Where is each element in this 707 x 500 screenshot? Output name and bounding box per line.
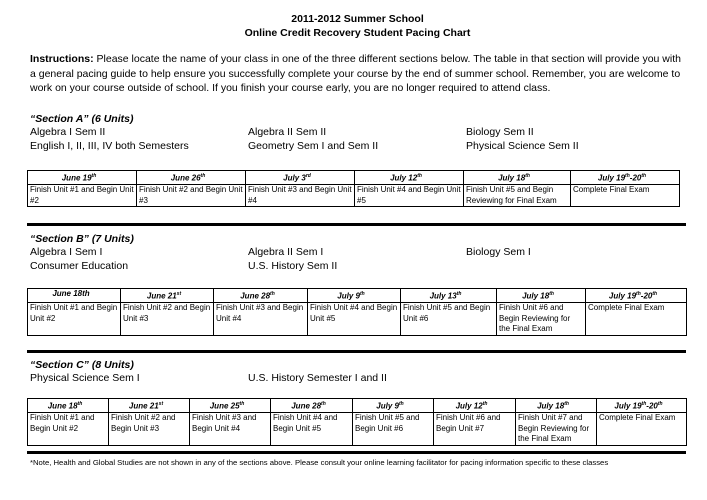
instructions-label: Instructions: (30, 53, 94, 65)
section-b (30, 233, 685, 273)
task-cell: Finish Unit #3 and Begin Unit #4 (190, 413, 271, 446)
section-divider (27, 350, 686, 353)
task-cell: Finish Unit #3 and Begin Unit #4 (246, 185, 355, 207)
section-heading: “Section B” (7 Units) (30, 233, 134, 245)
document-page (30, 12, 685, 96)
section-c (30, 359, 685, 386)
section-divider (27, 451, 686, 454)
task-cell: Finish Unit #5 and Begin Reviewing for Final Exam (464, 185, 571, 207)
date-header: June 18th (28, 399, 109, 413)
table-header-row (28, 289, 687, 303)
task-cell: Finish Unit #5 and Begin Unit #6 (401, 303, 497, 336)
section-heading: “Section C” (8 Units) (30, 359, 134, 371)
course-name: Algebra I Sem I (30, 246, 103, 258)
date-header: July 13th (401, 289, 497, 303)
date-header: July 3rd (246, 171, 355, 185)
task-cell: Finish Unit #3 and Begin Unit #4 (214, 303, 308, 336)
date-header: July 19th-20th (586, 289, 687, 303)
course-name: U.S. History Semester I and II (248, 372, 387, 384)
table-row (28, 413, 687, 446)
section-divider (27, 223, 686, 226)
course-list (30, 126, 685, 153)
section-a (30, 113, 685, 153)
table-row (28, 185, 680, 207)
task-cell: Finish Unit #6 and Begin Reviewing for the Final Exam (497, 303, 586, 336)
course-name: English I, II, III, IV both Semesters (30, 139, 189, 152)
task-cell: Finish Unit #7 and Begin Reviewing for the Final Exam (516, 413, 597, 446)
table-row (28, 303, 687, 336)
date-header: June 28th (271, 399, 353, 413)
date-header: June 26th (137, 171, 246, 185)
date-header: June 21st (109, 399, 190, 413)
course-name: Geometry Sem I and Sem II (248, 139, 379, 152)
date-header: July 18th (464, 171, 571, 185)
course-name: Algebra II Sem II (248, 126, 327, 138)
task-cell: Finish Unit #2 and Begin Unit #3 (121, 303, 214, 336)
table-header-row (28, 171, 680, 185)
date-header: July 9th (308, 289, 401, 303)
course-name: Biology Sem II (466, 126, 534, 138)
task-cell: Finish Unit #1 and Begin Unit #2 (28, 185, 137, 207)
course-name: Physical Science Sem I (30, 372, 140, 384)
task-cell: Finish Unit #2 and Begin Unit #3 (109, 413, 190, 446)
instructions-text: Please locate the name of your class in one of the three different sections below. The table in that section will provide you with a general pacing guide to help ensure you successfully complete your course by the end of summer school. Remember, you are welcome to work on your course outside of school. If you finish your course early, you are no longer required to attend class. (30, 53, 681, 94)
date-header: June 21st (121, 289, 214, 303)
task-cell: Finish Unit #4 and Begin Unit #5 (271, 413, 353, 446)
task-cell: Finish Unit #5 and Begin Unit #6 (353, 413, 434, 446)
task-cell: Finish Unit #4 and Begin Unit #5 (308, 303, 401, 336)
course-name: Consumer Education (30, 259, 129, 272)
task-cell: Finish Unit #4 and Begin Unit #5 (355, 185, 464, 207)
date-header: June 18th (28, 289, 121, 303)
date-header: July 19th-20th (597, 399, 687, 413)
title-line-2: Online Credit Recovery Student Pacing Chart (244, 27, 471, 39)
course-list (30, 372, 685, 386)
course-name: Algebra I Sem II (30, 126, 106, 138)
task-cell: Finish Unit #1 and Begin Unit #2 (28, 413, 109, 446)
document-title (30, 12, 685, 40)
pacing-table-section-c (27, 398, 687, 446)
date-header: June 19th (28, 171, 137, 185)
section-heading: “Section A” (6 Units) (30, 113, 134, 125)
task-cell: Complete Final Exam (597, 413, 687, 446)
course-name: Algebra II Sem I (248, 246, 324, 258)
footnote: *Note, Health and Global Studies are not shown in any of the sections above. Please consult your online learning facilitator for pacing information specific to these classes (30, 458, 609, 467)
date-header: July 12th (434, 399, 516, 413)
date-header: June 28th (214, 289, 308, 303)
course-name: U.S. History Sem II (248, 259, 338, 272)
title-line-1: 2011-2012 Summer School (291, 13, 424, 25)
task-cell: Finish Unit #6 and Begin Unit #7 (434, 413, 516, 446)
date-header: July 18th (497, 289, 586, 303)
date-header: June 25th (190, 399, 271, 413)
task-cell: Complete Final Exam (586, 303, 687, 336)
course-name: Biology Sem I (466, 246, 531, 258)
course-list (30, 246, 685, 273)
date-header: July 9th (353, 399, 434, 413)
pacing-table-section-a (27, 170, 680, 207)
course-name: Physical Science Sem II (466, 139, 579, 152)
pacing-table-section-b (27, 288, 687, 336)
table-header-row (28, 399, 687, 413)
date-header: July 19th-20th (571, 171, 680, 185)
instructions-paragraph (30, 52, 685, 96)
task-cell: Finish Unit #1 and Begin Unit #2 (28, 303, 121, 336)
task-cell: Finish Unit #2 and Begin Unit #3 (137, 185, 246, 207)
date-header: July 18th (516, 399, 597, 413)
date-header: July 12th (355, 171, 464, 185)
task-cell: Complete Final Exam (571, 185, 680, 207)
